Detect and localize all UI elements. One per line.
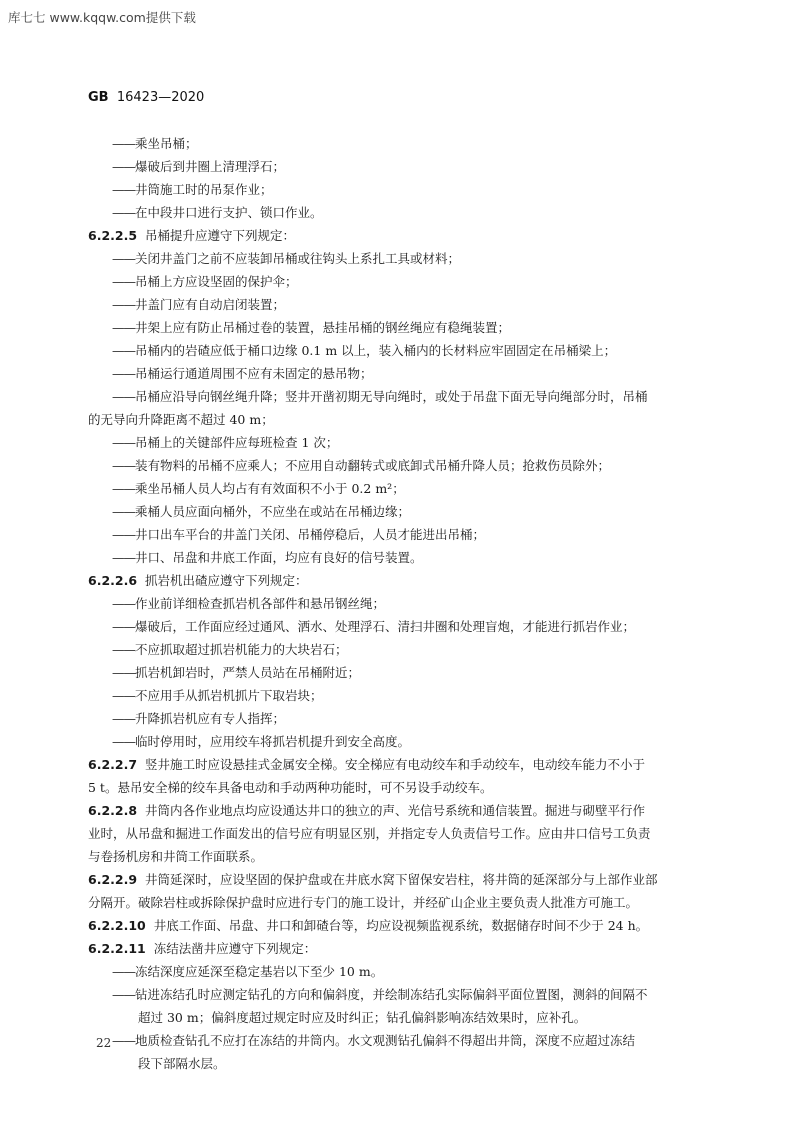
list-item-text: 装有物料的吊桶不应乘人；不应用自动翻转式或底卸式吊桶升降人员；抢救伤员除外；	[135, 458, 611, 473]
clause	[88, 868, 708, 891]
list-item-text: 不应抓取超过抓岩机能力的大块岩石；	[135, 642, 348, 657]
list-item-text: 在中段井口进行支护、锁口作业。	[135, 205, 323, 220]
clause-number: 6.2.2.10	[88, 918, 146, 933]
clause-number: 6.2.2.8	[88, 803, 138, 818]
list-item	[88, 615, 708, 638]
list-item	[88, 523, 708, 546]
list-item-continuation: 超过 30 m；偏斜度超过规定时应及时纠正；钻孔偏斜影响冻结效果时，应补孔。	[138, 1010, 587, 1025]
list-item	[88, 983, 708, 1006]
list-item-text: 吊桶内的岩碴应低于桶口边缘 0.1 m 以上，装入桶内的长材料应牢固固定在吊桶梁上；	[135, 343, 617, 358]
list-item-text: 吊桶上的关键部件应每班检查 1 次；	[135, 435, 339, 450]
list-item-text: 地质检查钻孔不应打在冻结的井筒内。水文观测钻孔偏斜不得超出井筒，深度不应超过冻结	[135, 1033, 636, 1048]
doc-code-prefix: GB	[88, 90, 109, 105]
doc-code-number: 16423—2020	[116, 90, 205, 105]
clause	[88, 569, 708, 592]
list-item	[88, 454, 708, 477]
clause-text: 井筒内各作业地点均应设通达井口的独立的声、光信号系统和通信装置。掘进与砌壁平行作	[145, 803, 646, 818]
clause	[88, 753, 708, 776]
list-item-text: 吊桶运行通道周围不应有未固定的悬吊物；	[135, 366, 373, 381]
list-item-text: 井筒施工时的吊泵作业；	[135, 182, 273, 197]
list-item-text: 抓岩机卸岩时，严禁人员站在吊桶附近；	[135, 665, 361, 680]
clause	[88, 914, 708, 937]
list-item	[88, 316, 708, 339]
list-item	[88, 661, 708, 684]
list-item-text: 吊桶上方应设坚固的保护伞；	[135, 274, 298, 289]
clause-number: 6.2.2.11	[88, 941, 146, 956]
list-item	[88, 960, 708, 983]
list-item	[88, 178, 708, 201]
clause-text: 抓岩机出碴应遵守下列规定：	[145, 573, 308, 588]
paragraph-continuation: 5 t。悬吊安全梯的绞车具备电动和手动两种功能时，可不另设手动绞车。	[88, 780, 493, 795]
list-item-text: 钻进冻结孔时应测定钻孔的方向和偏斜度，并绘制冻结孔实际偏斜平面位置图，测斜的间隔不	[135, 987, 648, 1002]
list-item	[88, 431, 708, 454]
clause	[88, 937, 708, 960]
list-item-text: 井盖门应有自动启闭装置；	[135, 297, 286, 312]
list-item-text: 爆破后到井圈上清理浮石；	[135, 159, 286, 174]
list-item	[88, 500, 708, 523]
paragraph-continuation: 的无导向升降距离不超过 40 m；	[88, 412, 274, 427]
list-item-text: 吊桶应沿导向钢丝绳升降；竖井开凿初期无导向绳时，或处于吊盘下面无导向绳部分时，吊桶	[135, 389, 648, 404]
list-item	[88, 339, 708, 362]
clause-text: 竖井施工时应设悬挂式金属安全梯。安全梯应有电动绞车和手动绞车，电动绞车能力不小于	[145, 757, 646, 772]
list-item-text: 冻结深度应延深至稳定基岩以下至少 10 m。	[135, 964, 384, 979]
list-item	[88, 385, 708, 408]
page-number: 22	[96, 1036, 112, 1050]
document-body	[88, 132, 708, 1075]
paragraph-continuation: 业时，从吊盘和掘进工作面发出的信号应有明显区别，并指定专人负责信号工作。应由井口信号工负责	[88, 826, 651, 841]
list-item-continuation: 段下部隔水层。	[138, 1056, 226, 1071]
list-item-text: 爆破后，工作面应经过通风、洒水、处理浮石、清扫井圈和处理盲炮，才能进行抓岩作业；	[135, 619, 636, 634]
list-item	[88, 730, 708, 753]
list-item	[88, 638, 708, 661]
list-item-text: 乘坐吊桶人员人均占有有效面积不小于 0.2 m²；	[135, 481, 405, 496]
paragraph-continuation: 分隔开。破除岩柱或拆除保护盘时应进行专门的施工设计，并经矿山企业主要负责人批准方可施工。	[88, 895, 639, 910]
list-item	[88, 546, 708, 569]
list-item-text: 井口出车平台的井盖门关闭、吊桶停稳后，人员才能进出吊桶；	[135, 527, 486, 542]
list-item	[88, 201, 708, 224]
paragraph-continuation: 与卷扬机房和井筒工作面联系。	[88, 849, 264, 864]
list-item-text: 不应用手从抓岩机抓片下取岩块；	[135, 688, 323, 703]
clause-number: 6.2.2.7	[88, 757, 138, 772]
list-item	[88, 362, 708, 385]
list-item	[88, 477, 708, 500]
clause-text: 井筒延深时，应设坚固的保护盘或在井底水窝下留保安岩柱，将井筒的延深部分与上部作业部	[145, 872, 658, 887]
list-item-text: 作业前详细检查抓岩机各部件和悬吊钢丝绳；	[135, 596, 386, 611]
list-item-text: 乘坐吊桶；	[135, 136, 198, 151]
list-item-text: 关闭井盖门之前不应装卸吊桶或往钩头上系扎工具或材料；	[135, 251, 461, 266]
clause	[88, 799, 708, 822]
list-item-text: 乘桶人员应面向桶外，不应坐在或站在吊桶边缘；	[135, 504, 411, 519]
clause	[88, 224, 708, 247]
list-item	[88, 1029, 708, 1052]
list-item	[88, 707, 708, 730]
clause-number: 6.2.2.5	[88, 228, 138, 243]
list-item	[88, 592, 708, 615]
list-item-text: 井口、吊盘和井底工作面，均应有良好的信号装置。	[135, 550, 423, 565]
list-item	[88, 684, 708, 707]
clause-number: 6.2.2.6	[88, 573, 138, 588]
clause-number: 6.2.2.9	[88, 872, 138, 887]
list-item-text: 临时停用时，应用绞车将抓岩机提升到安全高度。	[135, 734, 411, 749]
list-item	[88, 247, 708, 270]
list-item	[88, 270, 708, 293]
clause-text: 吊桶提升应遵守下列规定：	[145, 228, 296, 243]
list-item-text: 升降抓岩机应有专人指挥；	[135, 711, 286, 726]
document-code	[88, 90, 204, 105]
list-item	[88, 293, 708, 316]
clause-text: 井底工作面、吊盘、井口和卸碴台等，均应设视频监视系统，数据储存时间不少于 24 h。	[153, 918, 649, 933]
list-item	[88, 132, 708, 155]
watermark: 库七七 www.kqqw.com提供下载	[8, 10, 196, 25]
list-item-text: 井架上应有防止吊桶过卷的装置，悬挂吊桶的钢丝绳应有稳绳装置；	[135, 320, 511, 335]
clause-text: 冻结法凿井应遵守下列规定：	[153, 941, 317, 956]
list-item	[88, 155, 708, 178]
